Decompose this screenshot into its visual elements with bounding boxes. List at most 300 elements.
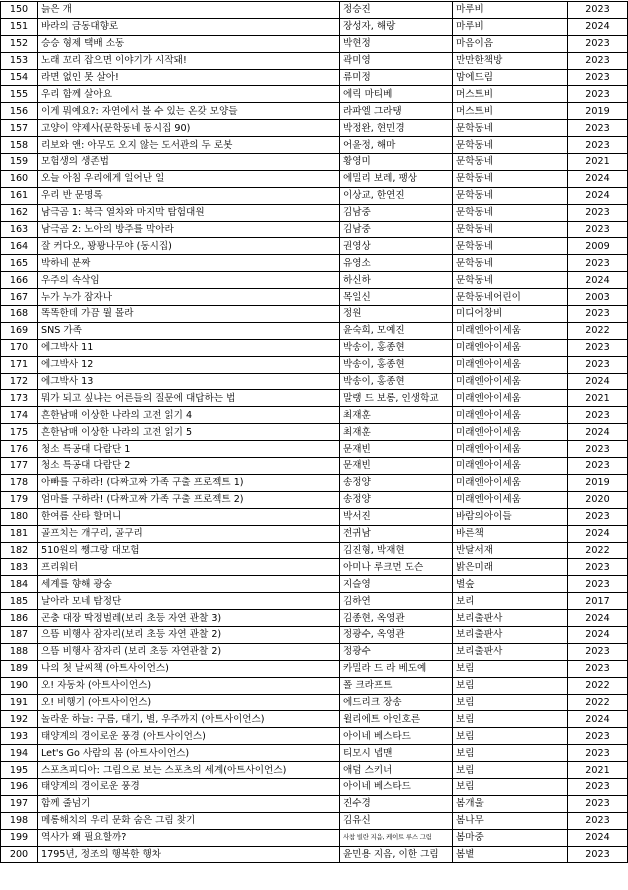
table-row (1, 52, 628, 69)
author-cell: 장성자, 해랑 (340, 18, 453, 35)
publisher-cell: 미래엔아이세움 (453, 441, 568, 458)
book-title-cell: 박하네 분짜 (38, 255, 340, 272)
table-row (1, 289, 628, 306)
publisher-cell: 문학동네 (453, 221, 568, 238)
author-cell: 김종현, 옥영관 (340, 610, 453, 627)
publisher-cell: 보림 (453, 660, 568, 677)
row-number-cell: 157 (1, 120, 38, 137)
year-cell: 2021 (568, 390, 628, 407)
book-title-cell: 에그박사 11 (38, 339, 340, 356)
book-title-cell: 노래 꼬리 잡으면 이야기가 시작돼! (38, 52, 340, 69)
book-title-cell: 프리워터 (38, 559, 340, 576)
publisher-cell: 미래엔아이세움 (453, 390, 568, 407)
author-cell: 라파엘 그라탱 (340, 103, 453, 120)
row-number-cell: 167 (1, 289, 38, 306)
publisher-cell: 보림 (453, 711, 568, 728)
row-number-cell: 181 (1, 525, 38, 542)
book-title-cell: 청소 특공대 다람단 1 (38, 441, 340, 458)
book-title-cell: 곤충 대장 딱정벌레(보리 초등 자연 관찰 3) (38, 610, 340, 627)
row-number-cell: 197 (1, 795, 38, 812)
publisher-cell: 봄마중 (453, 829, 568, 846)
year-cell: 2019 (568, 103, 628, 120)
author-cell: 지슬영 (340, 576, 453, 593)
table-row (1, 812, 628, 829)
book-title-cell: 태양계의 경이로운 풍경 (38, 778, 340, 795)
author-cell: 이상교, 한연진 (340, 187, 453, 204)
book-title-cell: 오! 자동차 (아트사이언스) (38, 677, 340, 694)
publisher-cell: 문학동네 (453, 120, 568, 137)
year-cell: 2024 (568, 829, 628, 846)
publisher-cell: 마음이음 (453, 35, 568, 52)
book-title-cell: 으뜸 비행사 잠자리(보리 초등 자연 관찰 2) (38, 626, 340, 643)
table-row (1, 525, 628, 542)
year-cell: 2019 (568, 474, 628, 491)
year-cell: 2022 (568, 694, 628, 711)
row-number-cell: 153 (1, 52, 38, 69)
row-number-cell: 176 (1, 441, 38, 458)
book-title-cell: 스포츠피디아: 그림으로 보는 스포츠의 세계(아트사이언스) (38, 762, 340, 779)
table-row (1, 272, 628, 289)
author-cell: 윤숙희, 모예진 (340, 322, 453, 339)
table-row (1, 18, 628, 35)
author-cell: 정승진 (340, 2, 453, 19)
year-cell: 2021 (568, 762, 628, 779)
table-row (1, 356, 628, 373)
table-row (1, 373, 628, 390)
year-cell: 2021 (568, 154, 628, 171)
table-row (1, 103, 628, 120)
author-cell: 에릭 마티베 (340, 86, 453, 103)
row-number-cell: 166 (1, 272, 38, 289)
author-cell: 애덤 스키너 (340, 762, 453, 779)
author-cell: 카밀라 드 라 베도예 (340, 660, 453, 677)
row-number-cell: 183 (1, 559, 38, 576)
year-cell: 2022 (568, 677, 628, 694)
author-cell: 최재훈 (340, 424, 453, 441)
table-row (1, 745, 628, 762)
row-number-cell: 186 (1, 610, 38, 627)
publisher-cell: 마루비 (453, 18, 568, 35)
author-cell: 송정양 (340, 491, 453, 508)
year-cell: 2024 (568, 626, 628, 643)
table-row (1, 339, 628, 356)
publisher-cell: 맘에드림 (453, 69, 568, 86)
table-row (1, 424, 628, 441)
publisher-cell: 미래엔아이세움 (453, 491, 568, 508)
year-cell: 2023 (568, 137, 628, 154)
table-row (1, 610, 628, 627)
year-cell: 2017 (568, 593, 628, 610)
row-number-cell: 163 (1, 221, 38, 238)
publisher-cell: 문학동네 (453, 204, 568, 221)
table-row (1, 508, 628, 525)
author-cell: 박송이, 홍종현 (340, 339, 453, 356)
publisher-cell: 보림 (453, 745, 568, 762)
publisher-cell: 미래엔아이세움 (453, 474, 568, 491)
book-title-cell: Let's Go 사람의 몸 (아트사이언스) (38, 745, 340, 762)
book-title-cell: 우주의 속삭임 (38, 272, 340, 289)
book-title-cell: 우리 반 문명록 (38, 187, 340, 204)
row-number-cell: 193 (1, 728, 38, 745)
table-row (1, 728, 628, 745)
row-number-cell: 178 (1, 474, 38, 491)
table-row (1, 154, 628, 171)
book-title-cell: 남극곰 2: 노아의 방주를 막아라 (38, 221, 340, 238)
book-title-cell: 태양계의 경이로운 풍경 (아트사이언스) (38, 728, 340, 745)
year-cell: 2024 (568, 711, 628, 728)
table-row (1, 474, 628, 491)
row-number-cell: 196 (1, 778, 38, 795)
year-cell: 2023 (568, 745, 628, 762)
book-title-cell: 바라의 금동대향로 (38, 18, 340, 35)
table-row (1, 677, 628, 694)
year-cell: 2023 (568, 306, 628, 323)
row-number-cell: 182 (1, 542, 38, 559)
publisher-cell: 보림 (453, 728, 568, 745)
year-cell: 2024 (568, 373, 628, 390)
author-cell: 김유신 (340, 812, 453, 829)
author-cell: 황영미 (340, 154, 453, 171)
row-number-cell: 151 (1, 18, 38, 35)
publisher-cell: 보리출판사 (453, 643, 568, 660)
row-number-cell: 169 (1, 322, 38, 339)
publisher-cell: 문학동네 (453, 187, 568, 204)
publisher-cell: 미디어창비 (453, 306, 568, 323)
book-title-cell: 늙은 개 (38, 2, 340, 19)
author-cell: 하신하 (340, 272, 453, 289)
year-cell: 2024 (568, 18, 628, 35)
table-row (1, 491, 628, 508)
author-cell: 문재빈 (340, 458, 453, 475)
row-number-cell: 191 (1, 694, 38, 711)
table-row (1, 238, 628, 255)
year-cell: 2003 (568, 289, 628, 306)
author-cell: 김하연 (340, 593, 453, 610)
book-title-cell: 우리 함께 살아요 (38, 86, 340, 103)
year-cell: 2023 (568, 846, 628, 863)
author-cell: 김남중 (340, 204, 453, 221)
row-number-cell: 187 (1, 626, 38, 643)
year-cell: 2023 (568, 728, 628, 745)
table-row (1, 137, 628, 154)
row-number-cell: 160 (1, 170, 38, 187)
author-cell: 말랭 드 보롱, 인생학교 (340, 390, 453, 407)
book-title-cell: 놀라운 하늘: 구름, 대기, 별, 우주까지 (아트사이언스) (38, 711, 340, 728)
book-title-cell: 누가 누가 잠자나 (38, 289, 340, 306)
author-cell: 사참 빌란 지음, 케이트 루스 그림 (340, 829, 453, 846)
year-cell: 2023 (568, 441, 628, 458)
year-cell: 2023 (568, 2, 628, 19)
book-title-cell: 청소 특공대 다람단 2 (38, 458, 340, 475)
publisher-cell: 반달서재 (453, 542, 568, 559)
publisher-cell: 보리 (453, 593, 568, 610)
table-row (1, 441, 628, 458)
book-title-cell: 510원의 쨍그랑 대모험 (38, 542, 340, 559)
row-number-cell: 168 (1, 306, 38, 323)
book-title-cell: 메롱해치의 우리 문화 숨은 그림 찾기 (38, 812, 340, 829)
author-cell: 곽미영 (340, 52, 453, 69)
table-row (1, 69, 628, 86)
table-row (1, 762, 628, 779)
year-cell: 2023 (568, 35, 628, 52)
book-title-cell: 오! 비행기 (아트사이언스) (38, 694, 340, 711)
year-cell: 2024 (568, 424, 628, 441)
publisher-cell: 미래엔아이세움 (453, 322, 568, 339)
year-cell: 2009 (568, 238, 628, 255)
author-cell: 문재빈 (340, 441, 453, 458)
row-number-cell: 188 (1, 643, 38, 660)
publisher-cell: 봄나무 (453, 812, 568, 829)
year-cell: 2023 (568, 576, 628, 593)
table-row (1, 187, 628, 204)
table-row (1, 35, 628, 52)
year-cell: 2023 (568, 339, 628, 356)
book-title-cell: 아빠를 구하라! (다짜고짜 가족 구출 프로젝트 1) (38, 474, 340, 491)
row-number-cell: 175 (1, 424, 38, 441)
book-title-cell: 잘 커다오, 꽝꽝나무야 (동시집) (38, 238, 340, 255)
book-title-cell: 골프치는 개구리, 골구리 (38, 525, 340, 542)
book-title-cell: 똑똑한데 가끔 뭘 몰라 (38, 306, 340, 323)
author-cell: 윤민용 지음, 이한 그림 (340, 846, 453, 863)
book-list-table (0, 1, 628, 863)
table-row (1, 778, 628, 795)
year-cell: 2023 (568, 86, 628, 103)
row-number-cell: 164 (1, 238, 38, 255)
table-row (1, 221, 628, 238)
author-cell: 정광수 (340, 643, 453, 660)
author-cell: 에밀리 보레, 팽상 (340, 170, 453, 187)
year-cell: 2023 (568, 795, 628, 812)
year-cell: 2024 (568, 272, 628, 289)
author-cell: 에드리크 장송 (340, 694, 453, 711)
table-row (1, 559, 628, 576)
row-number-cell: 190 (1, 677, 38, 694)
row-number-cell: 152 (1, 35, 38, 52)
publisher-cell: 마루비 (453, 2, 568, 19)
book-title-cell: 오늘 아침 우리에게 일어난 일 (38, 170, 340, 187)
year-cell: 2023 (568, 812, 628, 829)
year-cell: 2023 (568, 120, 628, 137)
table-row (1, 120, 628, 137)
table-row (1, 643, 628, 660)
publisher-cell: 보림 (453, 677, 568, 694)
publisher-cell: 보리출판사 (453, 610, 568, 627)
table-row (1, 694, 628, 711)
book-title-cell: 승승 형제 택배 소동 (38, 35, 340, 52)
publisher-cell: 미래엔아이세움 (453, 356, 568, 373)
year-cell: 2023 (568, 660, 628, 677)
author-cell: 아이네 베스타드 (340, 728, 453, 745)
book-title-cell: 라면 없인 못 살아! (38, 69, 340, 86)
author-cell: 유영소 (340, 255, 453, 272)
table-row (1, 255, 628, 272)
row-number-cell: 165 (1, 255, 38, 272)
book-title-cell: 흔한남매 이상한 나라의 고전 읽기 4 (38, 407, 340, 424)
row-number-cell: 184 (1, 576, 38, 593)
table-row (1, 711, 628, 728)
book-title-cell: 이게 뭐예요?: 자연에서 볼 수 있는 온갖 모양들 (38, 103, 340, 120)
publisher-cell: 문학동네 (453, 255, 568, 272)
publisher-cell: 별숲 (453, 576, 568, 593)
publisher-cell: 미래엔아이세움 (453, 407, 568, 424)
book-title-cell: 으뜸 비행사 잠자리 (보리 초등 자연관찰 2) (38, 643, 340, 660)
publisher-cell: 보림 (453, 778, 568, 795)
publisher-cell: 미래엔아이세움 (453, 373, 568, 390)
book-title-cell: 나의 첫 날씨책 (아트사이언스) (38, 660, 340, 677)
year-cell: 2023 (568, 356, 628, 373)
author-cell: 송정양 (340, 474, 453, 491)
author-cell: 김진형, 박재현 (340, 542, 453, 559)
row-number-cell: 194 (1, 745, 38, 762)
row-number-cell: 172 (1, 373, 38, 390)
year-cell: 2023 (568, 508, 628, 525)
row-number-cell: 174 (1, 407, 38, 424)
row-number-cell: 192 (1, 711, 38, 728)
book-title-cell: 흔한남매 이상한 나라의 고전 읽기 5 (38, 424, 340, 441)
publisher-cell: 문학동네어린이 (453, 289, 568, 306)
book-title-cell: 에그박사 12 (38, 356, 340, 373)
book-title-cell: 뭐가 되고 싶냐는 어른들의 질문에 대답하는 법 (38, 390, 340, 407)
book-list-body (1, 2, 628, 863)
row-number-cell: 179 (1, 491, 38, 508)
row-number-cell: 198 (1, 812, 38, 829)
table-row (1, 86, 628, 103)
publisher-cell: 머스트비 (453, 86, 568, 103)
year-cell: 2023 (568, 778, 628, 795)
table-row (1, 626, 628, 643)
book-title-cell: 날아라 모네 탐정단 (38, 593, 340, 610)
author-cell: 아미나 루크먼 도슨 (340, 559, 453, 576)
year-cell: 2020 (568, 491, 628, 508)
row-number-cell: 189 (1, 660, 38, 677)
table-row (1, 306, 628, 323)
book-title-cell: 역사가 왜 필요할까? (38, 829, 340, 846)
table-row (1, 829, 628, 846)
publisher-cell: 보림 (453, 762, 568, 779)
table-row (1, 660, 628, 677)
publisher-cell: 문학동네 (453, 154, 568, 171)
book-title-cell: 한여름 산타 할머니 (38, 508, 340, 525)
row-number-cell: 155 (1, 86, 38, 103)
table-row (1, 576, 628, 593)
author-cell: 진수경 (340, 795, 453, 812)
year-cell: 2023 (568, 204, 628, 221)
table-row (1, 322, 628, 339)
book-title-cell: 남극곰 1: 북극 열차와 마지막 탐험대원 (38, 204, 340, 221)
book-title-cell: 리보와 앤: 아무도 오지 않는 도서관의 두 로봇 (38, 137, 340, 154)
year-cell: 2023 (568, 643, 628, 660)
book-title-cell: 세계를 향해 광숭 (38, 576, 340, 593)
book-title-cell: 엄마를 구하라! (다짜고짜 가족 구출 프로젝트 2) (38, 491, 340, 508)
publisher-cell: 문학동네 (453, 238, 568, 255)
publisher-cell: 바람의아이들 (453, 508, 568, 525)
year-cell: 2024 (568, 525, 628, 542)
table-row (1, 407, 628, 424)
book-title-cell: SNS 가족 (38, 322, 340, 339)
author-cell: 티모시 넵맨 (340, 745, 453, 762)
row-number-cell: 150 (1, 2, 38, 19)
book-title-cell: 함께 줄넘기 (38, 795, 340, 812)
author-cell: 어윤정, 해마 (340, 137, 453, 154)
year-cell: 2024 (568, 610, 628, 627)
table-row (1, 593, 628, 610)
row-number-cell: 161 (1, 187, 38, 204)
author-cell: 박송이, 홍종현 (340, 373, 453, 390)
table-row (1, 170, 628, 187)
row-number-cell: 171 (1, 356, 38, 373)
year-cell: 2023 (568, 559, 628, 576)
row-number-cell: 180 (1, 508, 38, 525)
book-title-cell: 모험생의 생존법 (38, 154, 340, 171)
publisher-cell: 보리출판사 (453, 626, 568, 643)
year-cell: 2022 (568, 322, 628, 339)
row-number-cell: 158 (1, 137, 38, 154)
publisher-cell: 봄볕 (453, 846, 568, 863)
year-cell: 2023 (568, 69, 628, 86)
year-cell: 2023 (568, 255, 628, 272)
author-cell: 최재훈 (340, 407, 453, 424)
year-cell: 2022 (568, 542, 628, 559)
row-number-cell: 162 (1, 204, 38, 221)
book-title-cell: 고양이 약제사(문학동네 동시집 90) (38, 120, 340, 137)
row-number-cell: 170 (1, 339, 38, 356)
table-row (1, 542, 628, 559)
year-cell: 2023 (568, 221, 628, 238)
author-cell: 박정완, 현민경 (340, 120, 453, 137)
author-cell: 폴 크라프트 (340, 677, 453, 694)
publisher-cell: 보림 (453, 694, 568, 711)
author-cell: 윌리에트 아인호른 (340, 711, 453, 728)
publisher-cell: 미래엔아이세움 (453, 424, 568, 441)
row-number-cell: 177 (1, 458, 38, 475)
table-row (1, 846, 628, 863)
year-cell: 2023 (568, 458, 628, 475)
row-number-cell: 173 (1, 390, 38, 407)
row-number-cell: 199 (1, 829, 38, 846)
year-cell: 2024 (568, 170, 628, 187)
author-cell: 정광수, 옥영관 (340, 626, 453, 643)
table-row (1, 204, 628, 221)
table-row (1, 795, 628, 812)
author-cell: 아이네 베스타드 (340, 778, 453, 795)
author-cell: 박송이, 홍종현 (340, 356, 453, 373)
author-cell: 류미정 (340, 69, 453, 86)
year-cell: 2024 (568, 187, 628, 204)
publisher-cell: 봄개울 (453, 795, 568, 812)
row-number-cell: 156 (1, 103, 38, 120)
author-cell: 권영상 (340, 238, 453, 255)
author-cell: 김남중 (340, 221, 453, 238)
author-cell: 박현정 (340, 35, 453, 52)
table-row (1, 2, 628, 19)
publisher-cell: 만만한책방 (453, 52, 568, 69)
row-number-cell: 159 (1, 154, 38, 171)
author-cell: 목일신 (340, 289, 453, 306)
publisher-cell: 미래엔아이세움 (453, 458, 568, 475)
table-row (1, 390, 628, 407)
publisher-cell: 바른책 (453, 525, 568, 542)
row-number-cell: 200 (1, 846, 38, 863)
publisher-cell: 문학동네 (453, 137, 568, 154)
publisher-cell: 미래엔아이세움 (453, 339, 568, 356)
year-cell: 2023 (568, 407, 628, 424)
author-cell: 전귀남 (340, 525, 453, 542)
publisher-cell: 문학동네 (453, 170, 568, 187)
row-number-cell: 154 (1, 69, 38, 86)
table-row (1, 458, 628, 475)
publisher-cell: 머스트비 (453, 103, 568, 120)
row-number-cell: 195 (1, 762, 38, 779)
